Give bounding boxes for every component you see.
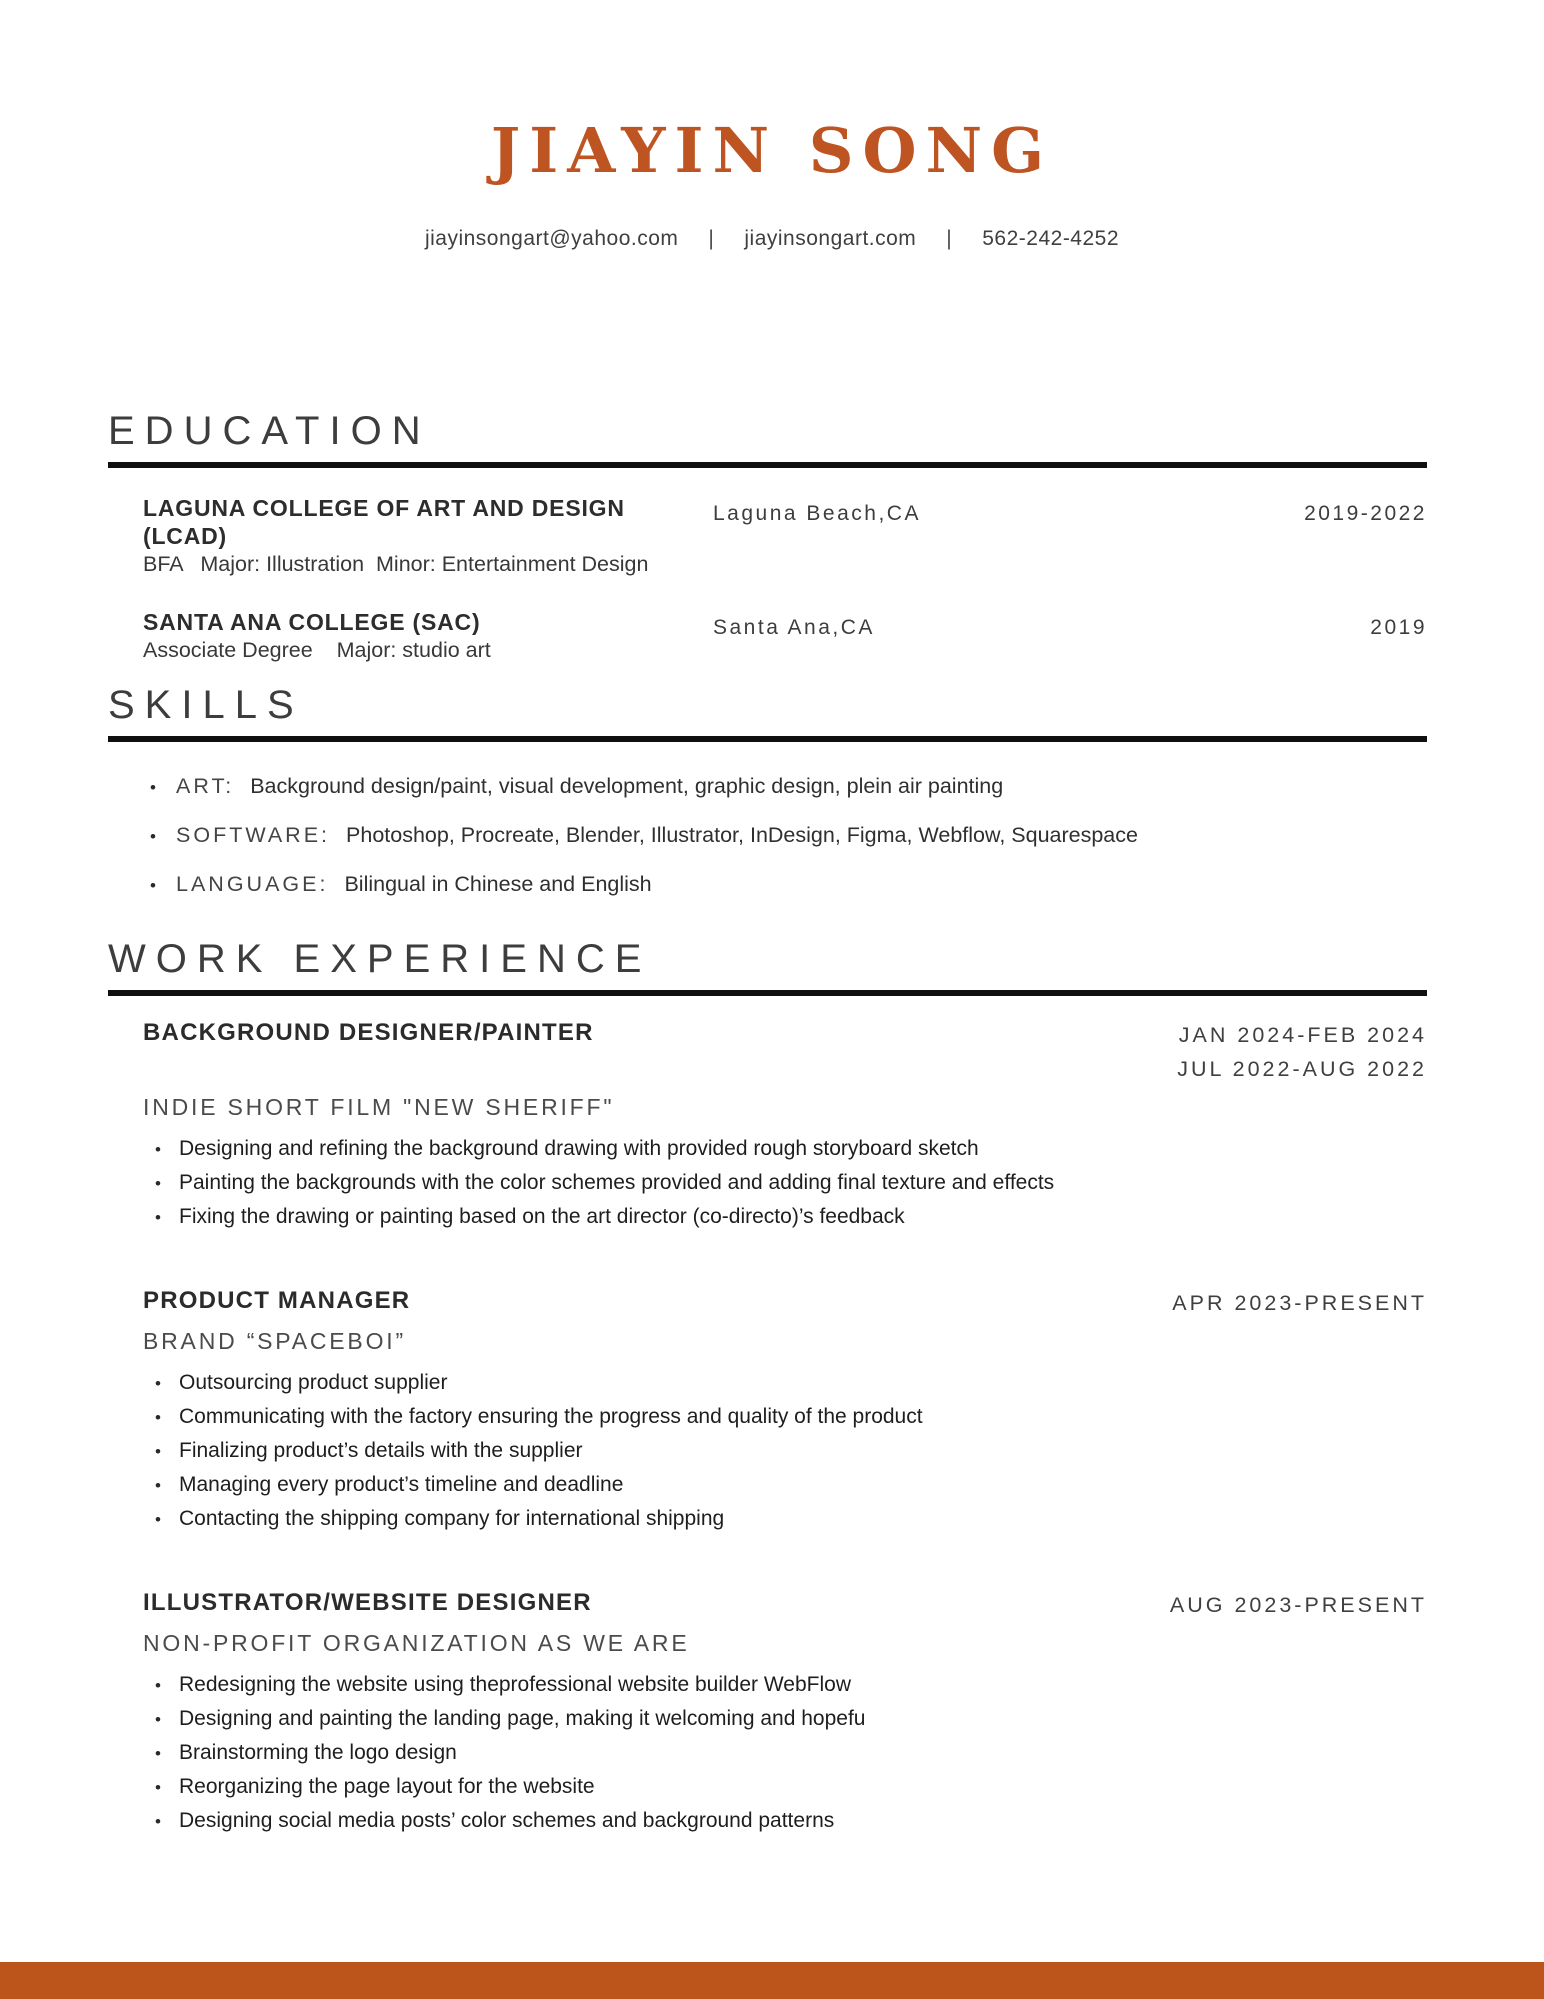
section-skills — [108, 682, 1427, 900]
bullet-icon: • — [155, 1510, 161, 1529]
bullet-icon: • — [155, 1408, 161, 1427]
job-company: BRAND “SPACEBOI” — [143, 1328, 406, 1354]
job-bullet — [155, 1668, 1427, 1702]
section-education — [108, 408, 1427, 664]
bullet-icon: • — [155, 1778, 161, 1797]
job-entry — [108, 1588, 1427, 1838]
contact-separator: | — [946, 227, 953, 250]
job-role: ILLUSTRATOR/WEBSITE DESIGNER — [143, 1589, 592, 1616]
bullet-icon: • — [155, 1442, 161, 1461]
contact-website: jiayinsongart.com — [744, 227, 917, 250]
bullet-icon: • — [155, 1812, 161, 1831]
job-role: BACKGROUND DESIGNER/PAINTER — [143, 1019, 594, 1046]
job-bullet — [155, 1804, 1427, 1838]
job-date-line: AUG 2023-PRESENT — [1169, 1593, 1427, 1617]
job-bullet-text: Fixing the drawing or painting based on the art director (co-directo)’s feedback — [179, 1205, 905, 1228]
job-bullet-list — [143, 1132, 1427, 1234]
skill-item — [150, 870, 1427, 900]
job-company: INDIE SHORT FILM "NEW SHERIFF" — [143, 1094, 615, 1120]
bullet-icon: • — [150, 876, 156, 895]
job-bullet-list — [143, 1668, 1427, 1838]
job-bullet-text: Managing every product’s timeline and deadline — [179, 1473, 624, 1496]
contact-email: jiayinsongart@yahoo.com — [424, 227, 679, 250]
job-bullet-text: Designing and painting the landing page, making it welcoming and hopefu — [179, 1707, 866, 1730]
section-divider — [108, 990, 1427, 996]
job-bullet — [155, 1366, 1427, 1400]
bullet-icon: • — [155, 1374, 161, 1393]
job-bullet-text: Brainstorming the logo design — [179, 1741, 457, 1764]
degree-detail: BFA Major: Illustration Minor: Entertainment Design — [143, 552, 649, 576]
skill-item — [150, 821, 1427, 851]
job-bullet-text: Painting the backgrounds with the color schemes provided and adding final texture and effects — [179, 1171, 1055, 1194]
job-bullet-text: Designing social media posts’ color schemes and background patterns — [179, 1809, 835, 1832]
bullet-icon: • — [150, 827, 156, 846]
job-bullet — [155, 1400, 1427, 1434]
job-date-line: JUL 2022-AUG 2022 — [1177, 1057, 1427, 1081]
job-entry — [108, 1018, 1427, 1234]
skill-item — [150, 772, 1427, 802]
bullet-icon: • — [155, 1208, 161, 1227]
education-dates: 2019 — [1370, 616, 1427, 639]
bullet-icon: • — [155, 1140, 161, 1159]
bullet-icon: • — [155, 1744, 161, 1763]
footer-accent-bar — [0, 1962, 1544, 1999]
education-entry-main — [143, 608, 713, 664]
school-location: Santa Ana,CA — [713, 616, 875, 639]
skill-description: Photoshop, Procreate, Blender, Illustrator, InDesign, Figma, Webflow, Squarespace — [346, 823, 1138, 847]
education-entry — [143, 494, 1427, 578]
contact-row — [0, 226, 1544, 252]
resume-header — [0, 0, 1544, 252]
job-bullet — [155, 1434, 1427, 1468]
job-entry — [108, 1286, 1427, 1536]
job-bullet — [155, 1502, 1427, 1536]
job-bullet — [155, 1736, 1427, 1770]
job-role: PRODUCT MANAGER — [143, 1287, 411, 1314]
job-bullet — [155, 1770, 1427, 1804]
skill-category: SOFTWARE: — [176, 823, 331, 847]
school-location: Laguna Beach,CA — [713, 502, 921, 525]
bullet-icon: • — [155, 1476, 161, 1495]
contact-separator: | — [708, 227, 715, 250]
job-bullet — [155, 1166, 1427, 1200]
job-bullet-text: Contacting the shipping company for international shipping — [179, 1507, 725, 1530]
skills-heading: SKILLS — [108, 683, 304, 727]
work-heading: WORK EXPERIENCE — [108, 937, 652, 981]
job-header — [143, 1018, 1427, 1086]
job-company: NON-PROFIT ORGANIZATION AS WE ARE — [143, 1630, 690, 1656]
skills-list — [108, 772, 1427, 900]
education-heading: EDUCATION — [108, 409, 431, 453]
skill-category: ART: — [176, 774, 235, 798]
job-bullet-text: Communicating with the factory ensuring the progress and quality of the product — [179, 1405, 923, 1428]
education-entries — [108, 468, 1427, 664]
skill-category: LANGUAGE: — [176, 872, 329, 896]
degree-detail: Associate Degree Major: studio art — [143, 638, 491, 662]
job-dates — [1170, 1588, 1427, 1622]
job-bullet — [155, 1702, 1427, 1736]
job-dates — [1177, 1018, 1427, 1086]
job-bullet-text: Designing and refining the background drawing with provided rough storyboard sketch — [179, 1137, 979, 1160]
education-entry — [143, 608, 1427, 664]
job-bullet — [155, 1132, 1427, 1166]
bullet-icon: • — [155, 1676, 161, 1695]
education-dates: 2019-2022 — [1304, 502, 1427, 525]
job-bullet-text: Reorganizing the page layout for the website — [179, 1775, 595, 1798]
job-dates — [1172, 1286, 1427, 1320]
school-name: LAGUNA COLLEGE OF ART AND DESIGN (LCAD) — [143, 495, 625, 549]
resume-body — [108, 408, 1427, 1838]
bullet-icon: • — [150, 778, 156, 797]
school-name: SANTA ANA COLLEGE (SAC) — [143, 609, 481, 635]
bullet-icon: • — [155, 1174, 161, 1193]
job-bullet-text: Finalizing product’s details with the supplier — [179, 1439, 583, 1462]
education-entry-main — [143, 494, 713, 578]
job-date-line: JAN 2024-FEB 2024 — [1178, 1023, 1427, 1047]
skill-description: Background design/paint, visual development, graphic design, plein air painting — [250, 774, 1004, 798]
job-bullet — [155, 1200, 1427, 1234]
section-divider — [108, 736, 1427, 742]
job-header — [143, 1286, 1427, 1320]
skill-description: Bilingual in Chinese and English — [344, 872, 652, 896]
job-bullet-text: Outsourcing product supplier — [179, 1371, 448, 1394]
job-bullet — [155, 1468, 1427, 1502]
job-date-line: APR 2023-PRESENT — [1172, 1291, 1427, 1315]
person-name: JIAYIN SONG — [490, 114, 1054, 187]
section-work-experience — [108, 936, 1427, 1838]
bullet-icon: • — [155, 1710, 161, 1729]
job-bullet-list — [143, 1366, 1427, 1536]
job-header — [143, 1588, 1427, 1622]
contact-phone: 562-242-4252 — [982, 227, 1120, 250]
job-bullet-text: Redesigning the website using theprofessional website builder WebFlow — [179, 1673, 851, 1696]
